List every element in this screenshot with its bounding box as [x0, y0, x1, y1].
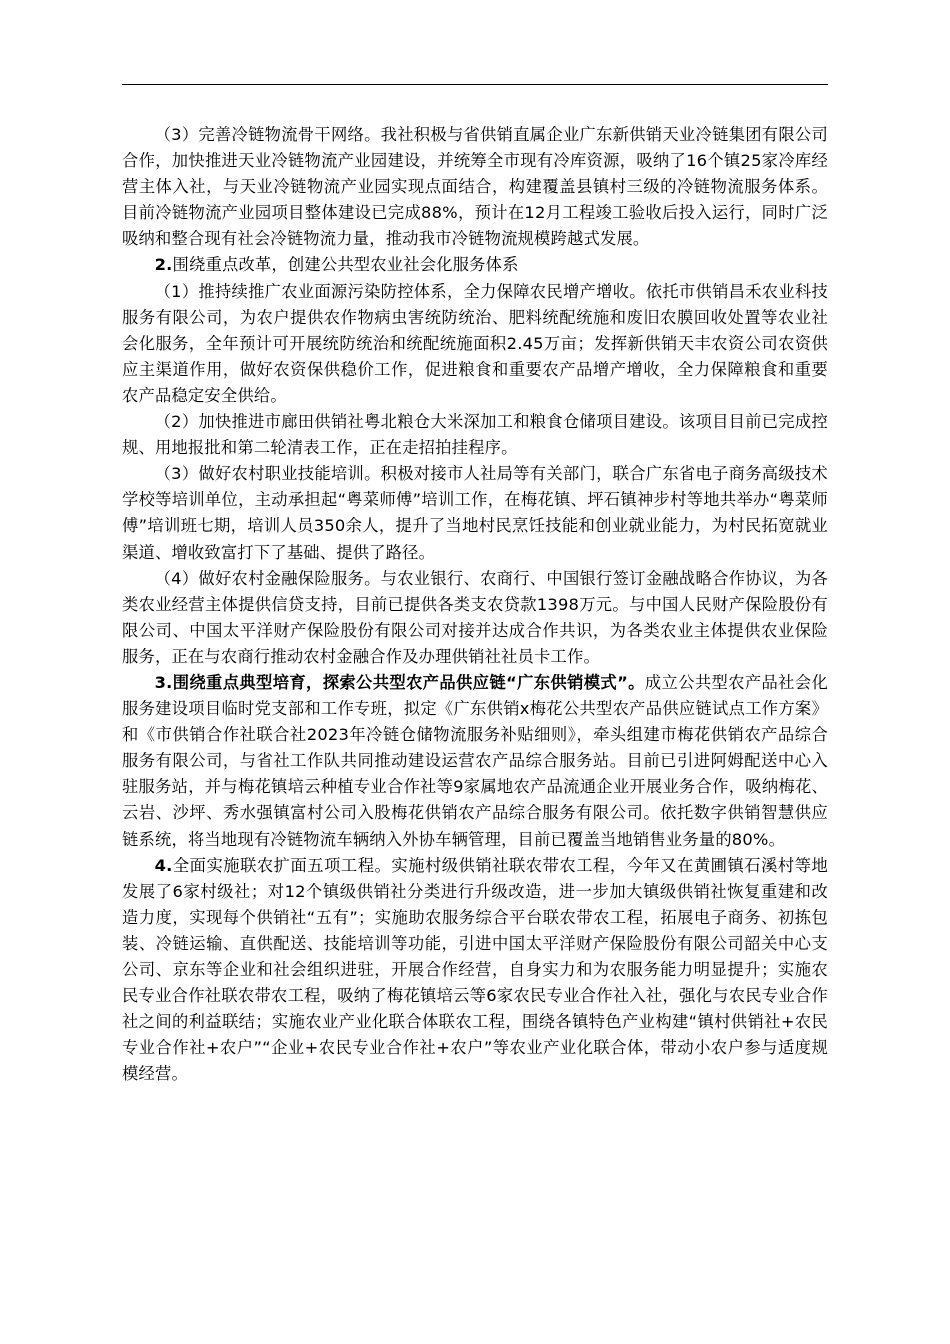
paragraph-text: （3）完善冷链物流骨干网络。我社积极与省供销直属企业广东新供销天业冷链集团有限公司合作，加快推进天业冷链物流产业园建设，并统筹全市现有冷库资源，吸纳了16个镇25家冷库经营主体入社，与天业冷链物流产业园实现点面结合，构建覆盖县镇村三级的冷链物流服务体系。目前冷链物流产业园项目整体建设已完成88%，预计在12月工程竣工验收后投入运行，同时广泛吸纳和整合现有社会冷链物流力量，推动我市冷链物流规模跨越式发展。 — [122, 125, 828, 249]
section-heading-reform — [122, 252, 828, 278]
paragraph-finance-insurance — [122, 566, 828, 670]
section-bold-lead: 围绕重点典型培育，探索公共型农产品供应链“广东供销模式”。 — [172, 672, 645, 692]
paragraph-cold-chain-network — [122, 122, 828, 252]
paragraph-text: （4）做好农村金融保险服务。与农业银行、农商行、中国银行签订金融战略合作协议，为各类农业经营主体提供信贷支持，目前已提供各类支农贷款1398万元。与中国人民财产保险股份有限公司、中国太平洋财产保险股份有限公司对接并达成合作共识，为各类农业主体提供农业保险服务，正在与农商行推动农村金融合作及办理供销社社员卡工作。 — [122, 568, 828, 666]
header-rule — [122, 84, 828, 85]
paragraph-text: （2）加快推进市廊田供销社粤北粮仓大米深加工和粮食仓储项目建设。该项目目前已完成控规、用地报批和第二轮清表工作，正在走招拍挂程序。 — [122, 412, 828, 458]
paragraph-five-projects — [122, 853, 828, 1088]
paragraph-grain-project — [122, 409, 828, 461]
section-number: 4. — [154, 855, 173, 875]
paragraph-text: （1）推持续推广农业面源污染防控体系，全力保障农民增产增收。依托市供销昌禾农业科技服务有限公司，为农户提供农作物病虫害统防统治、肥料统配统施和废旧农膜回收处置等农业社会化服务，全年预计可开展统防统治和统配统施面积2.45万亩；发挥新供销天丰农资公司农资供应主渠道作用，做好农资保供稳价工作，促进粮食和重要农产品增产增收，全力保障粮食和重要农产品稳定安全供给。 — [122, 281, 828, 405]
document-body — [122, 122, 828, 1087]
section-heading-text: 围绕重点改革，创建公共型农业社会化服务体系 — [172, 255, 519, 275]
paragraph-typical-cultivation — [122, 670, 828, 853]
paragraph-skills-training — [122, 461, 828, 565]
section-lead: 全面实施联农扩面五项工程。 — [172, 855, 392, 875]
section-number: 2. — [154, 255, 173, 275]
paragraph-pollution-control — [122, 279, 828, 409]
paragraph-text: 实施村级供销社联农带农工程，今年又在黄圃镇石溪村等地发展了6家村级社；对12个镇级供销社分类进行升级改造，进一步加大镇级供销社恢复重建和改造力度，实现每个供销社“五有”；实施助农服务综合平台联农带农工程，拓展电子商务、初拣包装、冷链运输、直供配送、技能培训等功能，引进中国太平洋财产保险股份有限公司韶关中心支公司、京东等企业和社会组织进驻，开展合作经营，自身实力和为农服务能力明显提升；实施农民专业合作社联农带农工程，吸纳了梅花镇培云等6家农民专业合作社入社，强化与农民专业合作社之间的利益联结；实施农业产业化联合体联农工程，围绕各镇特色产业构建“镇村供销社+农民专业合作社+农户”“企业+农民专业合作社+农户”等农业产业化联合体，带动小农户参与适度规模经营。 — [122, 855, 829, 1084]
paragraph-text: 成立公共型农产品社会化服务建设项目临时党支部和工作专班，拟定《广东供销x梅花公共型农产品供应链试点工作方案》和《市供销合作社联合社2023年冷链仓储物流服务补贴细则》，牵头组建市梅花供销农产品综合服务有限公司，与省社工作队共同推动建设运营农产品综合服务站。目前已引进阿姆配送中心入驻服务站，并与梅花镇培云种植专业合作社等9家属地农产品流通企业开展业务合作，吸纳梅花、云岩、沙坪、秀水强镇富村公司入股梅花供销农产品综合服务有限公司。依托数字供销智慧供应链系统，将当地现有冷链物流车辆纳入外协车辆管理，目前已覆盖当地销售业务量的80%。 — [122, 672, 828, 849]
section-number: 3. — [154, 672, 173, 692]
paragraph-text: （3）做好农村职业技能培训。积极对接市人社局等有关部门，联合广东省电子商务高级技术学校等培训单位，主动承担起“粤菜师傅”培训工作，在梅花镇、坪石镇神步村等地共举办“粤菜师傅”培训班七期，培训人员350余人，提升了当地村民烹饪技能和创业就业能力，为村民拓宽就业渠道、增收致富打下了基础、提供了路径。 — [122, 464, 828, 562]
